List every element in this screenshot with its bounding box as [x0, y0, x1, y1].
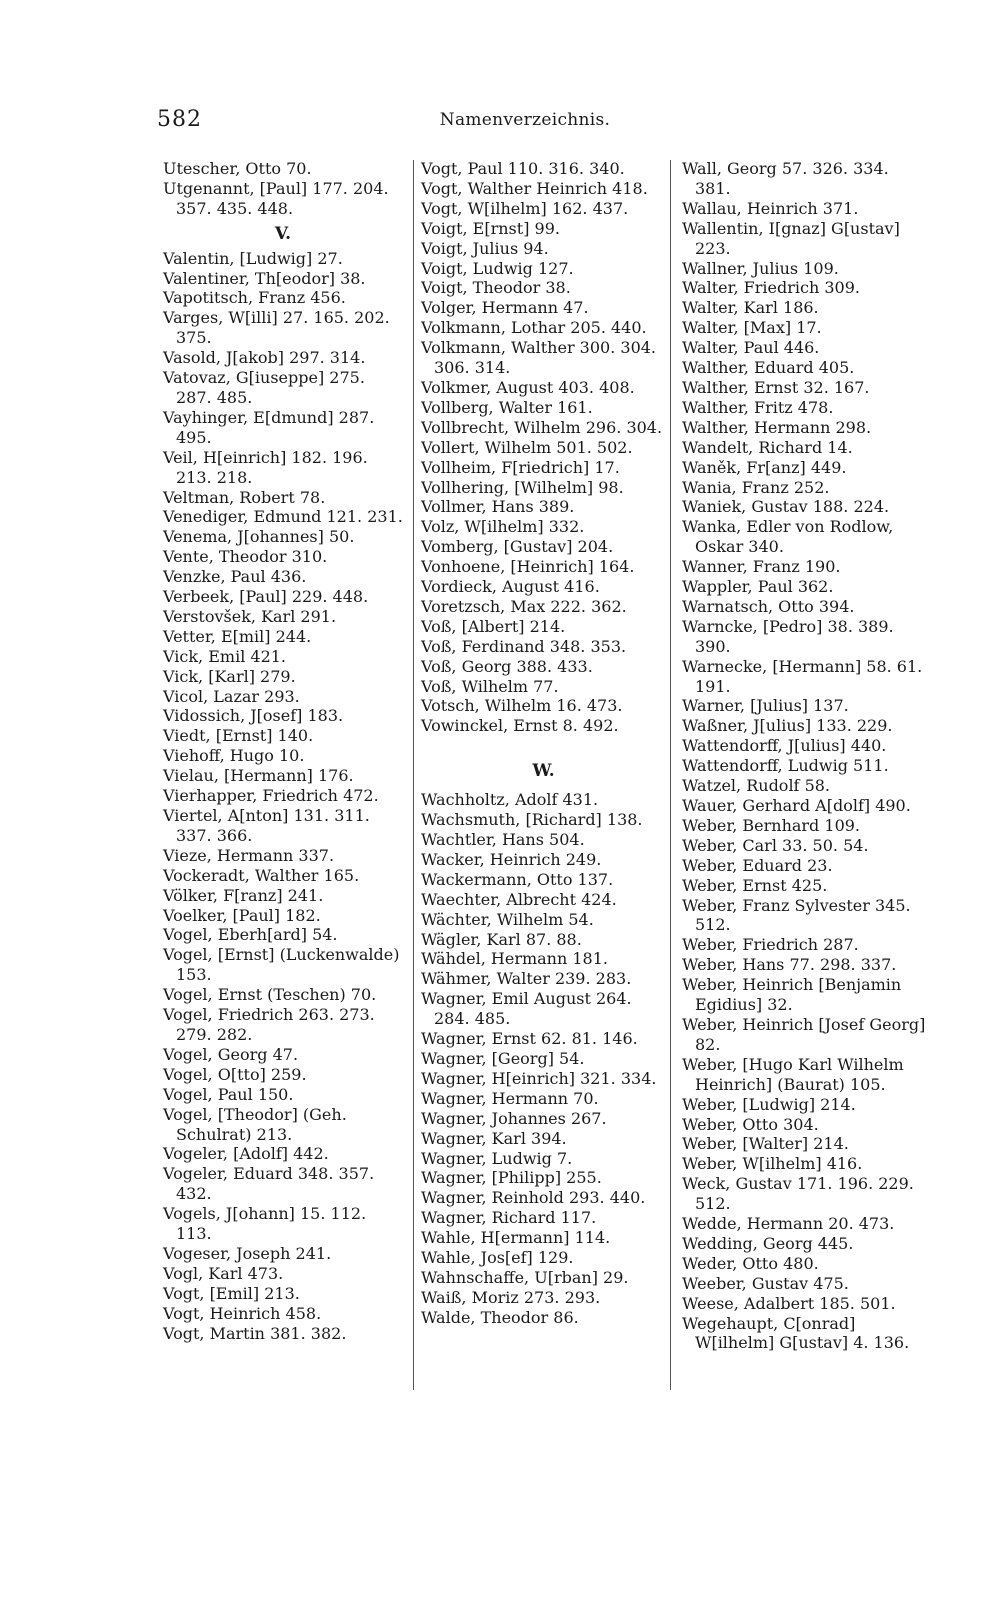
index-entry: Walde, Theodor 86.: [421, 1307, 579, 1327]
index-entry: Weber, [Ludwig] 214.: [682, 1094, 856, 1114]
page-title: Namenverzeichnis.: [439, 110, 611, 130]
index-entry: Wagner, Karl 394.: [421, 1128, 567, 1148]
index-entry: Weber, Friedrich 287.: [682, 935, 859, 955]
index-entry: Viertel, A[nton] 131. 311. 337. 366.: [163, 806, 370, 845]
index-entry: Wanner, Franz 190.: [682, 557, 841, 577]
index-entry: Wähdel, Hermann 181.: [421, 949, 608, 969]
index-entry: Vogeler, Eduard 348. 357. 432.: [163, 1164, 375, 1204]
index-entry: Wauer, Gerhard A[dolf] 490.: [682, 796, 911, 815]
index-entry: Wegehaupt, C[onrad] W[ilhelm] G[ustav] 4. 136.: [682, 1313, 910, 1353]
index-entry: Voß, Ferdinand 348. 353.: [421, 636, 627, 656]
index-entry: Weber, Eduard 23.: [682, 855, 833, 875]
index-entry: Völker, F[ranz] 241.: [163, 885, 324, 905]
index-entry: Vogt, [Emil] 213.: [163, 1283, 300, 1303]
index-entry: Vogel, Ernst (Teschen) 70.: [163, 985, 377, 1005]
index-entry: Wagner, Ernst 62. 81. 146.: [421, 1029, 638, 1049]
index-entry: Wackermann, Otto 137.: [421, 869, 614, 889]
index-entry: Waßner, J[ulius] 133. 229.: [682, 716, 893, 736]
index-entry: Wagner, Hermann 70.: [421, 1088, 599, 1108]
index-entry: Wähmer, Walter 239. 283.: [421, 969, 632, 989]
index-entry: Wanka, Edler von Rodlow, Oskar 340.: [682, 517, 894, 557]
index-entry: Vayhinger, E[dmund] 287. 495.: [163, 407, 375, 447]
index-entry: Vogel, Eberh[ard] 54.: [163, 925, 338, 945]
index-entry: Vogt, Paul 110. 316. 340.: [421, 159, 625, 178]
index-entry: Vogel, Friedrich 263. 273. 279. 282.: [163, 1005, 375, 1044]
index-entry: Wania, Franz 252.: [682, 477, 830, 497]
column-divider: [670, 160, 671, 1390]
index-entry: Vick, Emil 421.: [163, 646, 287, 666]
index-entry: Wagner, [Georg] 54.: [421, 1048, 585, 1068]
index-entry: Weber, Bernhard 109.: [682, 815, 861, 835]
index-entry: Walther, Ernst 32. 167.: [682, 377, 870, 397]
index-entry: Weeber, Gustav 475.: [682, 1273, 849, 1293]
index-entry: Wachsmuth, [Richard] 138.: [421, 810, 643, 830]
index-entry: Utescher, Otto 70.: [163, 159, 312, 178]
index-column-2: [421, 159, 666, 1328]
index-entry: Votsch, Wilhelm 16. 473.: [421, 696, 623, 716]
index-entry: Vatovaz, G[iuseppe] 275. 287. 485.: [163, 368, 365, 407]
index-entry: Venzke, Paul 436.: [163, 567, 307, 587]
index-entry: Wappler, Paul 362.: [682, 577, 834, 597]
index-entry: Vick, [Karl] 279.: [163, 666, 296, 686]
index-column-3: [682, 159, 927, 1353]
index-entry: Wägler, Karl 87. 88.: [421, 929, 582, 949]
index-entry: Weber, Hans 77. 298. 337.: [682, 955, 897, 975]
index-entry: Wagner, Ludwig 7.: [421, 1148, 573, 1168]
index-entry: Vollberg, Walter 161.: [421, 397, 593, 417]
index-column-1: [163, 159, 403, 1343]
index-entry: Wacker, Heinrich 249.: [421, 849, 602, 869]
index-entry: Veil, H[einrich] 182. 196. 213. 218.: [163, 447, 368, 487]
index-entry: Walter, Paul 446.: [682, 338, 820, 358]
column-divider: [413, 160, 414, 1390]
index-entry: Weber, Heinrich [Benjamin Egidius] 32.: [682, 975, 902, 1015]
index-entry: Vente, Theodor 310.: [163, 547, 328, 567]
index-entry: Vogel, O[tto] 259.: [163, 1064, 307, 1084]
index-entry: Volger, Hermann 47.: [421, 298, 589, 318]
index-entry: Vogl, Karl 473.: [163, 1263, 284, 1283]
index-entry: Voretzsch, Max 222. 362.: [421, 596, 627, 616]
index-entry: Vogel, Paul 150.: [163, 1084, 294, 1104]
index-entry: Veltman, Robert 78.: [163, 487, 326, 507]
index-entry: Utgenannt, [Paul] 177. 204. 357. 435. 448.: [163, 178, 389, 218]
index-entry: Weber, Franz Sylvester 345. 512.: [682, 895, 911, 935]
index-entry: Valentin, [Ludwig] 27.: [163, 248, 343, 268]
index-entry: Walther, Fritz 478.: [682, 397, 834, 417]
index-entry: Vierhapper, Friedrich 472.: [163, 786, 379, 806]
index-entry: Vogel, [Theodor] (Geh. Schulrat) 213.: [163, 1104, 347, 1144]
index-entry: Waechter, Albrecht 424.: [421, 889, 617, 909]
index-entry: Vielau, [Hermann] 176.: [163, 766, 354, 786]
index-entry: Waniek, Gustav 188. 224.: [682, 497, 890, 517]
index-entry: Weber, Ernst 425.: [682, 875, 828, 895]
index-entry: Wedde, Hermann 20. 473.: [682, 1214, 895, 1234]
index-entry: Voigt, Julius 94.: [421, 238, 549, 258]
index-entry: Walter, [Max] 17.: [682, 318, 822, 338]
index-entry: Vonhoene, [Heinrich] 164.: [421, 557, 635, 577]
index-entry: Walther, Eduard 405.: [682, 358, 855, 378]
index-entry: Vollert, Wilhelm 501. 502.: [421, 437, 633, 457]
index-entry: Walter, Friedrich 309.: [682, 278, 860, 298]
index-entry: Vogt, Martin 381. 382.: [163, 1323, 347, 1343]
index-entry: Varges, W[illi] 27. 165. 202. 375.: [163, 308, 390, 348]
index-entry: Vordieck, August 416.: [421, 577, 600, 597]
index-entry: Vogt, Walther Heinrich 418.: [421, 178, 648, 198]
index-entry: Voß, Wilhelm 77.: [421, 676, 559, 696]
index-entry: Wedding, Georg 445.: [682, 1233, 854, 1253]
index-entry: Vollbrecht, Wilhelm 296. 304.: [421, 417, 663, 437]
index-entry: Viehoff, Hugo 10.: [163, 746, 305, 766]
index-entry: Volkmer, August 403. 408.: [421, 377, 635, 397]
index-entry: Wandelt, Richard 14.: [682, 437, 853, 457]
index-entry: Waiß, Moriz 273. 293.: [421, 1287, 601, 1307]
index-entry: Voß, [Albert] 214.: [421, 616, 566, 636]
index-entry: Vollheim, F[riedrich] 17.: [421, 457, 620, 477]
section-letter: W.: [532, 761, 555, 782]
index-entry: Vieze, Hermann 337.: [163, 845, 335, 865]
index-entry: Weese, Adalbert 185. 501.: [682, 1293, 896, 1313]
index-entry: Voigt, E[rnst] 99.: [421, 218, 560, 238]
index-entry: Viedt, [Ernst] 140.: [163, 726, 314, 746]
index-entry: Wächter, Wilhelm 54.: [421, 909, 594, 929]
index-entry: Wahle, H[ermann] 114.: [421, 1228, 611, 1248]
index-entry: Volkmann, Walther 300. 304. 306. 314.: [421, 338, 657, 378]
index-entry: Vomberg, [Gustav] 204.: [421, 537, 614, 557]
index-entry: Wallau, Heinrich 371.: [682, 198, 859, 218]
index-entry: Vogel, [Ernst] (Luckenwalde) 153.: [163, 945, 400, 985]
index-entry: Volz, W[ilhelm] 332.: [421, 517, 585, 537]
index-entry: Weber, W[ilhelm] 416.: [682, 1154, 863, 1174]
index-entry: Waněk, Fr[anz] 449.: [682, 457, 847, 477]
index-entry: Wagner, [Philipp] 255.: [421, 1168, 602, 1188]
index-entry: Wallentin, I[gnaz] G[ustav] 223.: [682, 218, 900, 258]
index-entry: Wachholtz, Adolf 431.: [421, 790, 599, 810]
index-entry: Venema, J[ohannes] 50.: [163, 527, 355, 547]
index-entry: Wattendorff, Ludwig 511.: [682, 756, 889, 776]
index-entry: Vogels, J[ohann] 15. 112. 113.: [163, 1204, 367, 1244]
index-entry: Weder, Otto 480.: [682, 1253, 819, 1273]
index-entry: Walter, Karl 186.: [682, 298, 819, 318]
index-entry: Warnatsch, Otto 394.: [682, 596, 855, 616]
index-entry: Weber, [Walter] 214.: [682, 1134, 849, 1154]
index-entry: Wagner, Emil August 264. 284. 485.: [421, 989, 632, 1029]
index-entry: Vogeser, Joseph 241.: [163, 1243, 332, 1263]
index-entry: Voelker, [Paul] 182.: [163, 905, 321, 925]
index-entry: Verbeek, [Paul] 229. 448.: [163, 587, 369, 607]
index-entry: Vidossich, J[osef] 183.: [163, 706, 344, 726]
index-entry: Wahle, Jos[ef] 129.: [421, 1248, 574, 1268]
index-entry: Walther, Hermann 298.: [682, 417, 872, 437]
index-entry: Wagner, Richard 117.: [421, 1208, 597, 1228]
index-entry: Wagner, Reinhold 293. 440.: [421, 1188, 646, 1208]
index-entry: Warncke, [Pedro] 38. 389. 390.: [682, 616, 894, 656]
index-entry: Weber, [Hugo Karl Wilhelm Heinrich] (Baurat) 105.: [682, 1054, 904, 1094]
index-entry: Vollhering, [Wilhelm] 98.: [421, 477, 624, 497]
index-entry: Vapotitsch, Franz 456.: [163, 288, 346, 308]
index-entry: Vetter, E[mil] 244.: [163, 626, 312, 646]
index-entry: Weber, Otto 304.: [682, 1114, 819, 1134]
index-entry: Wachtler, Hans 504.: [421, 830, 585, 849]
index-entry: Wallner, Julius 109.: [682, 258, 839, 278]
section-letter: V.: [274, 223, 292, 244]
index-entry: Watzel, Rudolf 58.: [682, 776, 831, 796]
index-entry: Weber, Heinrich [Josef Georg] 82.: [682, 1014, 926, 1054]
index-entry: Vockeradt, Walther 165.: [163, 865, 360, 885]
page-number: 582: [157, 107, 202, 132]
index-entry: Voigt, Ludwig 127.: [421, 258, 574, 278]
index-entry: Voigt, Theodor 38.: [421, 278, 571, 298]
index-entry: Wattendorff, J[ulius] 440.: [682, 736, 887, 756]
index-entry: Weck, Gustav 171. 196. 229. 512.: [682, 1174, 914, 1214]
index-entry: Warner, [Julius] 137.: [682, 696, 849, 716]
index-entry: Volkmann, Lothar 205. 440.: [421, 318, 647, 338]
index-entry: Valentiner, Th[eodor] 38.: [163, 268, 366, 288]
index-entry: Vogt, W[ilhelm] 162. 437.: [421, 198, 629, 218]
index-entry: Voß, Georg 388. 433.: [421, 656, 593, 676]
index-entry: Wahnschaffe, U[rban] 29.: [421, 1267, 629, 1287]
index-entry: Vogt, Heinrich 458.: [163, 1303, 322, 1323]
index-entry: Vasold, J[akob] 297. 314.: [163, 348, 366, 368]
index-entry: Vicol, Lazar 293.: [163, 686, 300, 706]
index-entry: Wagner, H[einrich] 321. 334.: [421, 1068, 657, 1088]
index-entry: Vogeler, [Adolf] 442.: [163, 1144, 329, 1164]
index-entry: Venediger, Edmund 121. 231.: [163, 507, 403, 527]
index-entry: Vollmer, Hans 389.: [421, 497, 575, 517]
index-entry: Vogel, Georg 47.: [163, 1044, 299, 1064]
index-entry: Weber, Carl 33. 50. 54.: [682, 835, 869, 855]
index-entry: Verstovšek, Karl 291.: [163, 606, 337, 626]
index-entry: Warnecke, [Hermann] 58. 61. 191.: [682, 656, 923, 696]
index-entry: Wall, Georg 57. 326. 334. 381.: [682, 159, 889, 198]
index-entry: Wagner, Johannes 267.: [421, 1108, 607, 1128]
index-entry: Vowinckel, Ernst 8. 492.: [421, 716, 619, 736]
